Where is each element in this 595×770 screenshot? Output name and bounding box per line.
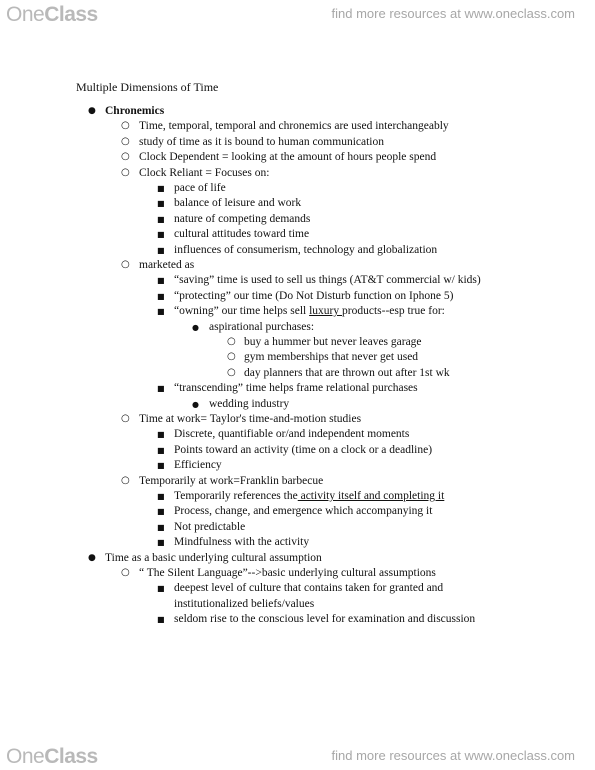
logo-text-one: One [6,3,45,26]
bullet-square-icon: ■ [157,384,165,394]
bullet-circle-icon: ○ [121,135,130,147]
bullet-disc-icon: ● [88,106,96,116]
outline-text: Time, temporal, temporal and chronemics are used interchangeably [139,120,449,133]
outline-text: nature of competing demands [174,212,311,225]
outline-text: balance of leisure and work [174,197,302,210]
bullet-square-icon: ■ [157,245,165,255]
outline-item-level-3 [174,243,437,257]
bullet-square-icon: ■ [157,507,165,517]
outline-text: Points toward an activity (time on a clock or a deadline) [174,443,433,456]
outline-item-level-4 [209,397,289,411]
bullet-disc-icon: ● [88,552,96,563]
outline-item-level-3 [174,535,309,549]
bullet-circle-icon: ○ [121,567,130,578]
outline-item-level-5 [244,335,422,349]
bullet-circle-icon: ○ [121,474,130,486]
outline-item-level-3 [174,520,245,534]
page-header [0,0,595,28]
footer-resources-link[interactable]: find more resources at www.oneclass.com [331,748,575,763]
outline-text: “saving” time is used to sell us things (AT&T commercial w/ kids) [174,274,481,287]
outline-text: Time at work= Taylor's time-and-motion studies [139,413,362,425]
bullet-circle-icon: ○ [227,336,236,347]
bullet-circle-icon: ○ [227,366,236,378]
outline-text: Clock Dependent = looking at the amount of hours people spend [139,151,437,164]
outline-text: aspirational purchases: [209,320,315,333]
bullet-disc-icon: ● [192,322,199,332]
bullet-disc-icon: ● [192,399,199,409]
outline-text: Efficiency [174,459,222,472]
logo-text-class: Class [44,745,98,768]
outline-text: wedding industry [209,397,290,410]
underlined-text: luxury [309,305,343,318]
outline-text: “ The Silent Language”-->basic underlying cultural assumptions [139,567,436,579]
outline-item-level-3 [174,489,444,503]
outline-text: Process, change, and emergence which accompanying it [174,505,433,518]
outline-text: Clock Reliant = Focuses on: [139,166,270,179]
outline-text: institutionalized beliefs/values [174,597,315,610]
section-heading: Chronemics [105,105,165,117]
oneclass-logo[interactable] [6,745,98,769]
outline-text: Temporarily at work=Franklin barbecue [139,474,324,487]
outline-text: buy a hummer but never leaves garage [244,336,422,348]
bullet-square-icon: ■ [157,522,165,532]
outline-item-level-0 [174,597,314,611]
outline-text: study of time as it is bound to human communication [139,135,384,148]
outline-text: Mindfulness with the activity [174,536,310,549]
outline-item-level-2 [139,166,269,180]
bullet-square-icon: ■ [157,461,165,471]
outline-item-level-3 [174,181,226,195]
bullet-square-icon: ■ [157,199,165,209]
outline-item-level-5 [244,366,450,380]
outline-item-level-2 [139,412,361,426]
outline-item-level-3 [174,443,432,457]
outline-item-level-3 [174,427,409,441]
outline-text: “protecting” our time (Do Not Disturb function on Iphone 5) [174,289,454,302]
outline-item-level-3 [174,304,445,318]
bullet-square-icon: ■ [157,538,165,548]
bullet-square-icon: ■ [157,307,165,317]
outline-text: gym memberships that never get used [244,351,419,364]
bullet-square-icon: ■ [157,214,165,224]
outline-item-level-3 [174,196,301,210]
outline-item-level-2 [139,135,384,149]
outline-item-level-1 [105,104,164,118]
outline-text: Discrete, quantifiable or/and independent moments [174,428,410,441]
bullet-circle-icon: ○ [121,120,130,132]
header-resources-link[interactable]: find more resources at www.oneclass.com [331,6,575,21]
bullet-circle-icon: ○ [121,259,130,270]
outline-item-level-4 [209,320,314,334]
outline-item-level-2 [139,150,436,164]
outline-text: Not predictable [174,520,246,533]
bullet-square-icon: ■ [157,230,165,240]
outline-text: Temporarily references the [174,490,298,502]
outline-item-level-3 [174,289,453,303]
bullet-square-icon: ■ [157,276,165,286]
bullet-square-icon: ■ [157,584,165,594]
outline-item-level-2 [139,566,436,580]
outline-text: cultural attitudes toward time [174,228,310,241]
outline-item-level-1 [105,551,322,565]
outline-text: products--esp true for: [342,305,445,318]
outline-item-level-3 [174,381,418,395]
outline-text: influences of consumerism, technology and globalization [174,243,438,256]
outline-text: seldom rise to the conscious level for examination and discussion [174,613,476,626]
bullet-square-icon: ■ [157,615,165,625]
outline-item-level-3 [174,458,222,472]
outline-item-level-3 [174,227,309,241]
logo-text-one: One [6,745,45,768]
outline-item-level-3 [174,212,310,226]
oneclass-logo[interactable] [6,3,98,27]
outline-text: deepest level of culture that contains taken for granted and [174,582,444,595]
outline-text: marketed as [139,259,195,271]
outline-item-level-3 [174,581,443,595]
bullet-square-icon: ■ [157,430,165,440]
page-footer [0,742,595,770]
bullet-square-icon: ■ [157,291,165,301]
bullet-square-icon: ■ [157,184,165,193]
bullet-square-icon: ■ [157,445,165,455]
outline-item-level-2 [139,258,194,272]
outline-text: “transcending” time helps frame relational purchases [174,382,418,395]
logo-text-class: Class [44,3,98,26]
underlined-text: activity itself and completing it [297,490,445,502]
bullet-square-icon: ■ [157,492,165,501]
outline-text: day planners that are thrown out after 1st wk [244,366,450,379]
outline-text: “owning” our time helps sell [174,305,310,318]
outline-item-level-2 [139,474,323,488]
page-title: Multiple Dimensions of Time [76,80,219,94]
bullet-circle-icon: ○ [227,351,236,363]
outline-item-level-3 [174,273,481,287]
bullet-circle-icon: ○ [121,151,130,163]
outline-item-level-2 [139,119,449,133]
outline-text: Time as a basic underlying cultural assumption [105,551,322,564]
outline-item-level-3 [174,504,432,518]
bullet-circle-icon: ○ [121,166,130,178]
outline-item-level-5 [244,350,418,364]
outline-item-level-3 [174,612,475,626]
bullet-circle-icon: ○ [121,413,130,424]
outline-text: pace of life [174,182,226,194]
